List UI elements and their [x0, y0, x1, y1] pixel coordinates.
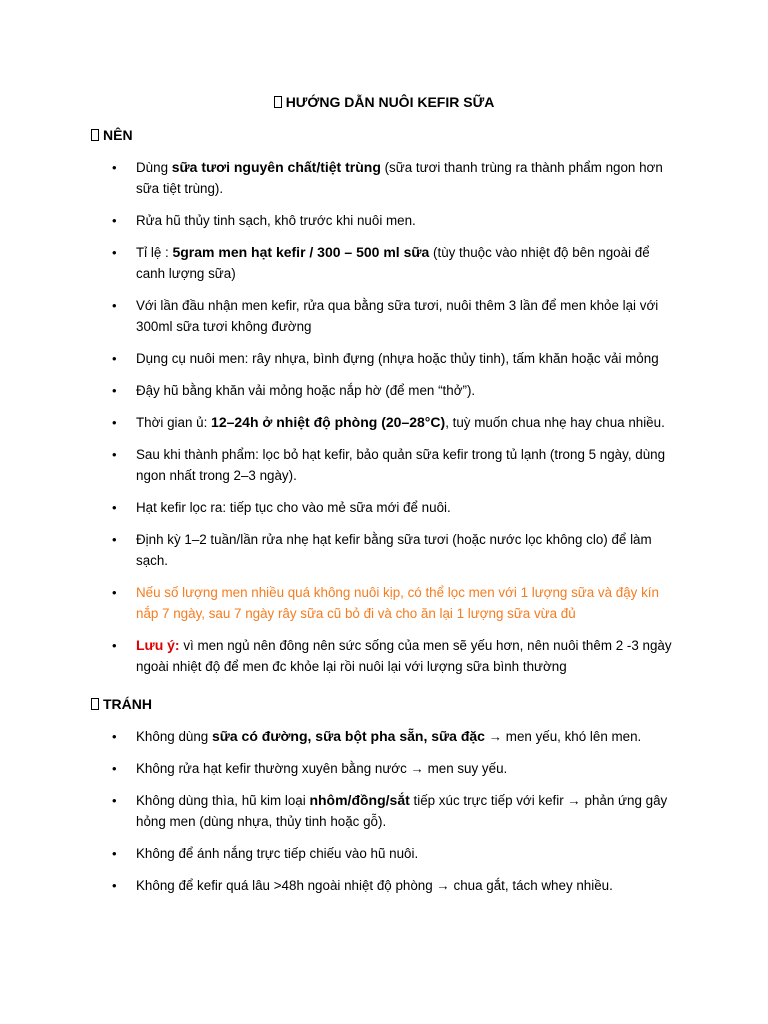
item-text: , tuỳ muốn chua nhẹ hay chua nhiều.: [445, 415, 665, 430]
list-item: [0, 875, 768, 896]
item-text: Không dùng thìa, hũ kim loại: [136, 793, 310, 808]
bullet: •: [112, 415, 117, 430]
bullet: •: [112, 447, 117, 462]
bullet: •: [112, 585, 117, 600]
note-label: Lưu ý:: [136, 637, 180, 653]
item-bold-text: sữa có đường, sữa bột pha sẵn, sữa đặc: [211, 728, 485, 744]
bullet: •: [112, 383, 117, 398]
section-heading-text: NÊN: [103, 127, 133, 143]
section-heading-text: TRÁNH: [103, 696, 152, 712]
item-text: Không rửa hạt kefir thường xuyên bằng nước → men suy yếu.: [136, 761, 508, 776]
bullet: •: [112, 878, 117, 893]
item-text: Rửa hũ thủy tinh sạch, khô trước khi nuôi men.: [136, 213, 416, 228]
page-title-text: HƯỚNG DẪN NUÔI KEFIR SỮA: [285, 94, 495, 110]
page-title: [0, 92, 768, 112]
bullet: •: [112, 213, 117, 228]
list-item: [0, 790, 768, 832]
list-item: [0, 497, 768, 518]
item-bold-text: 5gram men hạt kefir / 300 – 500 ml sữa: [172, 244, 430, 260]
list-item: [0, 726, 768, 747]
emoji-placeholder-icon: [91, 129, 99, 141]
bullet: •: [112, 793, 117, 808]
bullet: •: [112, 351, 117, 366]
item-text: tiếp xúc trực tiếp với kefir → phản ứng gây hỏng men (dùng nhựa, thủy tinh hoặc gỗ).: [136, 793, 668, 829]
emoji-placeholder-icon: [274, 96, 282, 108]
list-item: [0, 412, 768, 433]
list-item: [0, 157, 768, 199]
item-text: Dụng cụ nuôi men: rây nhựa, bình đựng (nhựa hoặc thủy tinh), tấm khăn hoặc vải mỏng: [136, 351, 659, 366]
list-item: [0, 758, 768, 779]
list-item: [0, 295, 768, 337]
item-bold-text: nhôm/đồng/sắt: [309, 792, 410, 808]
item-text: (tùy thuộc vào nhiệt độ bên ngoài để canh lượng sữa): [136, 245, 650, 281]
item-text: → men yếu, khó lên men.: [484, 729, 642, 744]
list-item-note: [0, 635, 768, 677]
section-heading-nen: [91, 125, 133, 145]
list-item: [0, 380, 768, 401]
list-item: [0, 529, 768, 571]
list-item: [0, 242, 768, 284]
list-item: [0, 210, 768, 231]
item-text: Không để ánh nắng trực tiếp chiếu vào hũ nuôi.: [136, 846, 419, 861]
bullet: •: [112, 245, 117, 260]
item-text: Không dùng: [136, 729, 212, 744]
item-text: Dùng: [136, 160, 172, 175]
bullet: •: [112, 729, 117, 744]
item-text: Đậy hũ bằng khăn vải mỏng hoặc nắp hờ (để men “thở”).: [136, 383, 476, 398]
emoji-placeholder-icon: [91, 698, 99, 710]
list-item: [0, 843, 768, 864]
bullet: •: [112, 638, 117, 653]
do-list: [0, 157, 768, 688]
section-heading-tranh: [91, 694, 152, 714]
item-text: Sau khi thành phẩm: lọc bỏ hạt kefir, bảo quản sữa kefir trong tủ lạnh (trong 5 ngày, dùng ngon nhất trong 2–3 ngày).: [136, 447, 666, 483]
item-text: Hạt kefir lọc ra: tiếp tục cho vào mẻ sữa mới để nuôi.: [136, 500, 451, 515]
bullet: •: [112, 846, 117, 861]
avoid-list: [0, 726, 768, 907]
list-item: [0, 348, 768, 369]
item-highlight-text: Nếu số lượng men nhiều quá không nuôi kịp, có thể lọc men với 1 lượng sữa và đậy kín nắp 7 ngày, sau 7 ngày rây sữa cũ bỏ đi và cho ăn lại 1 lượng sữa vừa đủ: [136, 585, 659, 621]
item-bold-text: 12–24h ở nhiệt độ phòng (20–28°C): [211, 414, 446, 430]
item-text: Định kỳ 1–2 tuần/lần rửa nhẹ hạt kefir bằng sữa tươi (hoặc nước lọc không clo) để làm sạch.: [136, 532, 652, 568]
list-item: [0, 444, 768, 486]
item-text: vì men ngủ nên đông nên sức sống của men sẽ yếu hơn, nên nuôi thêm 2 -3 ngày ngoài nhiệt độ để men đc khỏe lại rồi nuôi lại với lượng sữa bình thường: [136, 638, 672, 674]
bullet: •: [112, 500, 117, 515]
list-item-highlight: [0, 582, 768, 624]
item-bold-text: sữa tươi nguyên chất/tiệt trùng: [171, 159, 381, 175]
item-text: Không để kefir quá lâu >48h ngoài nhiệt độ phòng → chua gắt, tách whey nhiều.: [136, 878, 613, 893]
bullet: •: [112, 298, 117, 313]
item-text: Với lần đầu nhận men kefir, rửa qua bằng sữa tươi, nuôi thêm 3 lần để men khỏe lại với 300ml sữa tươi không đường: [136, 298, 659, 334]
bullet: •: [112, 160, 117, 175]
item-text: Thời gian ủ:: [136, 415, 212, 430]
bullet: •: [112, 532, 117, 547]
item-text: Tỉ lệ :: [136, 245, 173, 260]
item-text: (sữa tươi thanh trùng ra thành phẩm ngon hơn sữa tiệt trùng).: [136, 160, 663, 196]
bullet: •: [112, 761, 117, 776]
